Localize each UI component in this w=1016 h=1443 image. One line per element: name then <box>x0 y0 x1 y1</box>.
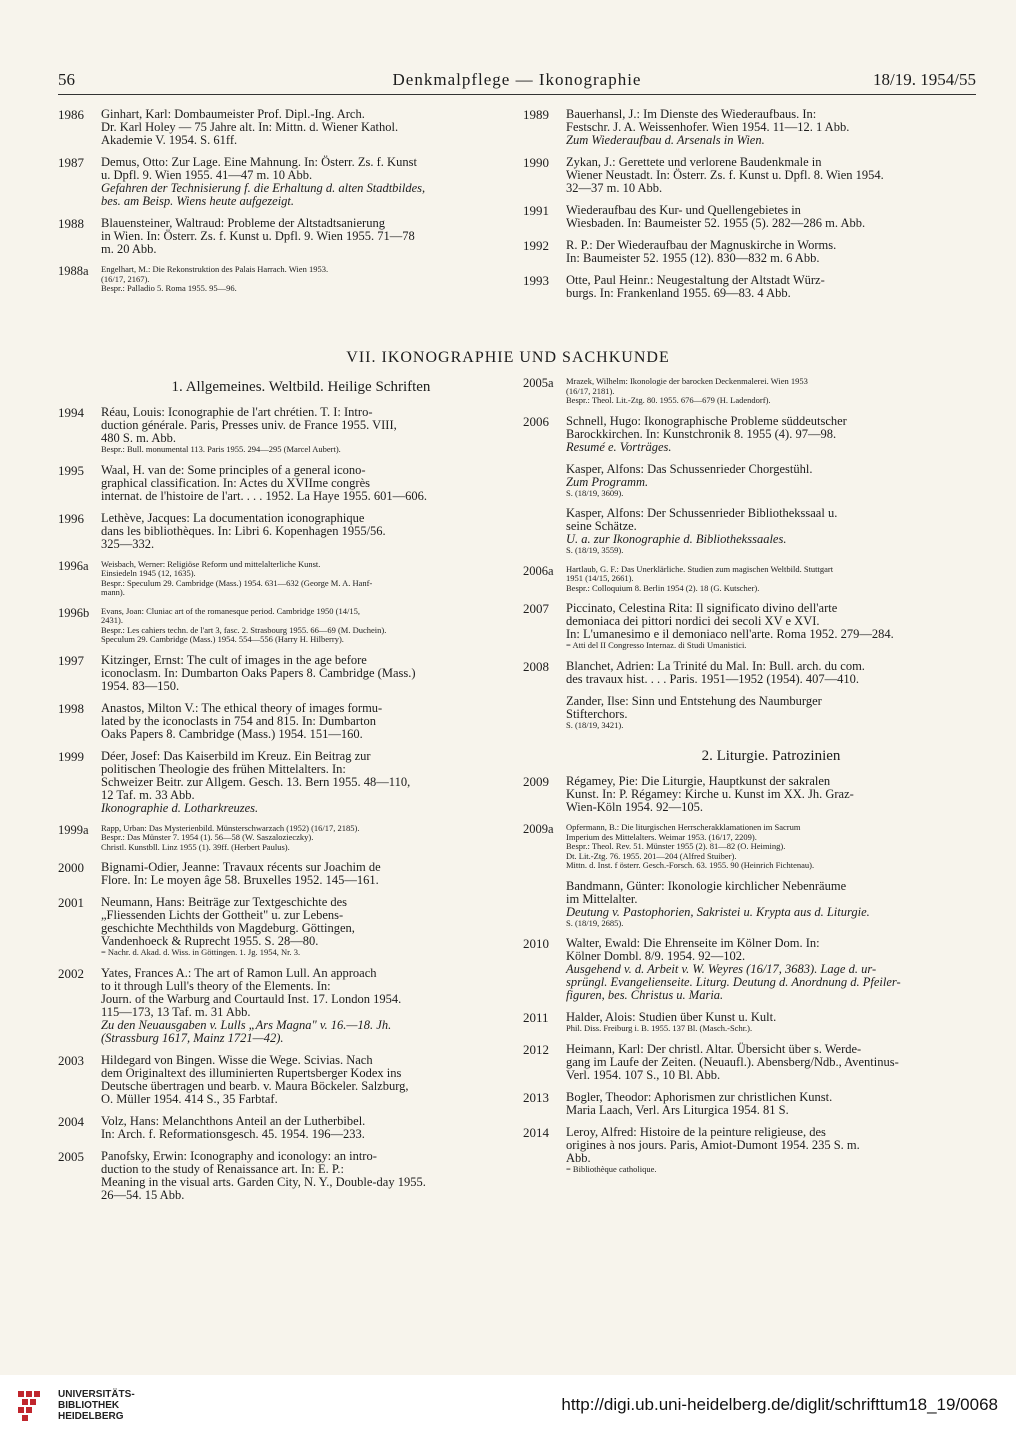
entry-text: Maria Laach, Verl. Ars Liturgica 1954. 81 S. <box>566 1102 789 1117</box>
entry-text: Abb. <box>566 1150 591 1165</box>
entry-text: Akademie V. 1954. S. 61ff. <box>101 133 238 147</box>
entry-number: 2006a <box>523 563 554 578</box>
entry-review: Bespr.: Das Münster 7. 1954 (1). 56—58 (W. Saszalozieczky). <box>101 832 314 842</box>
entry-number: 1990 <box>523 155 549 170</box>
entry-text: Déer, Josef: Das Kaiserbild im Kreuz. Ein Beitrag zur <box>101 748 371 763</box>
bibliography-entry <box>523 1041 976 1082</box>
entry-text: Journ. of the Warburg and Courtauld Inst. 17. London 1954. <box>101 991 402 1006</box>
bibliography-entry <box>523 601 976 651</box>
entry-text: 26—54. 15 Abb. <box>101 1187 185 1202</box>
entry-review: Speculum 29. Cambridge (Mass.) 1954. 554—556 (Harry H. Hilberry). <box>101 634 344 644</box>
entry-number: 1991 <box>523 203 549 218</box>
entry-text: demoniaca dei pittori nordici dei secoli XV e XVI. <box>566 614 820 628</box>
entry-text: Blauensteiner, Waltraud: Probleme der Altstadtsanierung <box>101 216 385 230</box>
entry-text: Leroy, Alfred: Histoire de la peinture religieuse, des <box>566 1124 826 1139</box>
bibliography-entry <box>58 860 501 887</box>
entry-number: 2009a <box>523 822 554 836</box>
entry-text: Kölner Dombl. 8/9. 1954. 92—102. <box>566 949 746 963</box>
entry-text: Volz, Hans: Melanchthons Anteil an der Lutherbibel. <box>101 1113 366 1128</box>
entry-annotation: Ausgehend v. d. Arbeit v. W. Weyres (16/17, 3683). Lage d. ur- <box>566 962 877 976</box>
entry-annotation: Gefahren der Technisierung f. die Erhaltung d. alten Stadtbildes, <box>101 181 426 195</box>
entry-text: Zykan, J.: Gerettete und verlorene Baudenkmale in <box>566 155 822 169</box>
column-right <box>523 376 976 1183</box>
entry-number: 2004 <box>58 1113 84 1129</box>
entry-text: Waal, H. van de: Some principles of a general icono- <box>101 462 366 477</box>
entry-text: im Mittelalter. <box>566 891 638 906</box>
entry-text: 480 S. m. Abb. <box>101 431 177 445</box>
entry-list-right-a <box>523 376 976 730</box>
bibliography-entry <box>523 376 976 406</box>
entry-text: O. Müller 1954. 414 S., 35 Farbtaf. <box>101 1091 278 1106</box>
entry-number: 2000 <box>58 860 84 875</box>
entry-review: = Bibliothèque catholique. <box>566 1163 657 1174</box>
entry-text: in Wien. In: Österr. Zs. f. Kunst u. Dpfl. 9. Wien 1955. 71—78 <box>101 229 415 243</box>
entry-number: 2002 <box>58 965 84 981</box>
entry-text-small: Evans, Joan: Cluniac art of the romanesque period. Cambridge 1950 (14/15, <box>101 605 360 616</box>
entry-text-small: 1951 (14/15, 2661). <box>566 573 634 583</box>
subheading-liturgy: 2. Liturgie. Patrozinien <box>701 748 841 764</box>
entry-text: seine Schätze. <box>566 519 637 533</box>
bibliography-entry <box>523 563 976 594</box>
entry-number: 2009 <box>523 774 549 789</box>
entry-text: Otte, Paul Heinr.: Neugestaltung der Altstadt Würz- <box>566 273 825 287</box>
entry-text: Deutsche übertragen und bearb. v. Maura Böckeler. Salzburg, <box>101 1078 409 1093</box>
entry-text: Bauerhansl, J.: Im Dienste des Wiederaufbaus. In: <box>566 107 817 121</box>
entry-text: Réau, Louis: Iconographie de l'art chrétien. T. I: Intro- <box>101 405 373 419</box>
entry-review: Bespr.: Theol. Lit.-Ztg. 80. 1955. 676—679 (H. Ladendorf). <box>566 395 771 405</box>
entry-annotation: U. a. zur Ikonographie d. Bibliothekssaales. <box>566 532 787 546</box>
entry-text-small: 2431). <box>101 615 123 625</box>
bibliography-entry <box>523 774 976 814</box>
entry-number: 1989 <box>523 107 549 122</box>
entry-annotation: bes. am Beisp. Wiens heute aufgezeigt. <box>101 194 295 208</box>
entry-number: 1996a <box>58 558 89 573</box>
entry-text: m. 20 Abb. <box>101 242 157 256</box>
entry-number: 1988 <box>58 216 84 231</box>
entry-text: Schweizer Beitr. zur Allgem. Gesch. 13. Bern 1955. 48—110, <box>101 774 411 789</box>
entry-text: 32—37 m. 10 Abb. <box>566 181 663 195</box>
entry-number: 2012 <box>523 1041 549 1057</box>
entry-number: 2006 <box>523 413 549 429</box>
entry-annotation: Ikonographie d. Lotharkreuzes. <box>101 800 259 815</box>
bibliography-entry <box>523 238 976 265</box>
entry-review: Bespr.: Colloquium 8. Berlin 1954 (2). 18 (G. Kutscher). <box>566 582 760 593</box>
entry-annotation: (Strassburg 1617, Mainz 1721—42). <box>101 1030 284 1045</box>
entry-text-small: Einsiedeln 1945 (12, 1635). <box>101 568 196 578</box>
entry-review: S. (18/19, 3559). <box>566 545 624 555</box>
entry-text: Heimann, Karl: Der christl. Altar. Übersicht über s. Werde- <box>566 1041 862 1056</box>
entry-review: S. (18/19, 3609). <box>566 487 624 498</box>
entry-review: S. (18/19, 3421). <box>566 719 624 730</box>
source-url[interactable]: http://digi.ub.uni-heidelberg.de/diglit/schrifttum18_19/0068 <box>561 1395 998 1414</box>
running-header <box>58 70 976 92</box>
bibliography-entry <box>523 1089 976 1117</box>
entry-number: 1995 <box>58 462 84 478</box>
bibliography-entry <box>523 1010 976 1034</box>
column-top-left <box>58 107 501 303</box>
entry-text: iconoclasm. In: Dumbarton Oaks Papers 8. Cambridge (Mass.) <box>101 665 416 680</box>
entry-number: 1987 <box>58 155 84 170</box>
entry-text: Piccinato, Celestina Rita: Il significato divino dell'arte <box>566 601 838 615</box>
bibliography-entry <box>523 155 976 195</box>
entry-text: dem Originaltext des illuminierten Rupertsberger Kodex ins <box>101 1065 402 1080</box>
entry-annotation: Zu den Neuausgaben v. Lulls „Ars Magna" v. 16.—18. Jh. <box>101 1017 392 1032</box>
bibliography-entry <box>566 880 976 929</box>
entry-text: Lethève, Jacques: La documentation iconographique <box>101 510 365 525</box>
entry-text: Meaning in the visual arts. Garden City, N. Y., Double-day 1955. <box>101 1174 426 1189</box>
entry-text: Bandmann, Günter: Ikonologie kirchlicher Nebenräume <box>566 878 847 893</box>
entry-text: geschichte Mechthilds von Magdeburg. Göttingen, <box>101 921 355 935</box>
entry-number: 2003 <box>58 1052 84 1068</box>
entry-text: Kasper, Alfons: Der Schussenrieder Bibliothekssaal u. <box>566 506 838 520</box>
bibliography-entry <box>523 107 976 147</box>
entry-text: Bogler, Theodor: Aphorismen zur christlichen Kunst. <box>566 1089 833 1104</box>
entry-text: 1954. 83—150. <box>101 678 180 693</box>
bibliography-entry <box>58 652 501 693</box>
entry-number: 1993 <box>523 273 549 288</box>
entry-text: Régamey, Pie: Die Liturgie, Hauptkunst der sakralen <box>566 774 831 788</box>
entry-text: Kunst. In: P. Régamey: Kirche u. Kunst im XX. Jh. Graz- <box>566 787 854 801</box>
bibliography-entry <box>58 107 501 147</box>
bibliography-entry <box>58 155 501 208</box>
entry-text: 325—332. <box>101 536 155 551</box>
entry-text: Anastos, Milton V.: The ethical theory of images formu- <box>101 700 383 715</box>
entry-text: des travaux hist. . . . Paris. 1951—1952 (1954). 407—410. <box>566 671 860 686</box>
entry-text: Wiener Neustadt. In: Österr. Zs. f. Kunst u. Dpfl. 8. Wien 1954. <box>566 168 884 182</box>
entry-text-small: Opfermann, B.: Die liturgischen Herrscherakklamationen im Sacrum <box>566 822 801 832</box>
issue-number: 18/19. 1954/55 <box>873 70 976 89</box>
entry-review: Bespr.: Speculum 29. Cambridge (Mass.) 1954. 631—632 (George M. A. Hanf- <box>101 577 373 588</box>
bibliography-entry <box>566 507 976 556</box>
entry-text: burgs. In: Frankenland 1955. 69—83. 4 Abb. <box>566 286 791 300</box>
bibliography-entry <box>58 1113 501 1141</box>
entry-number: 1997 <box>58 652 84 668</box>
entry-review: Dt. Lit.-Ztg. 76. 1955. 201—204 (Alfred Stuiber). <box>566 850 737 861</box>
library-logo-icon <box>14 1387 50 1423</box>
column-left <box>58 379 501 1211</box>
entry-number: 2011 <box>523 1010 549 1025</box>
bibliography-entry <box>58 1148 501 1202</box>
entry-review: = Atti del II Congresso Internaz. di Studi Umanistici. <box>566 640 747 650</box>
bibliography-entry <box>58 965 501 1045</box>
entry-annotation: Resumé e. Vorträges. <box>566 439 672 454</box>
entry-review: mann). <box>101 587 125 597</box>
entry-text: Yates, Frances A.: The art of Ramon Lull. An approach <box>101 965 377 980</box>
entry-review: S. (18/19, 2685). <box>566 917 624 928</box>
entry-number: 2001 <box>58 895 84 910</box>
entry-text-small: Imperium des Mittelalters. Weimar 1953. (16/17, 2209). <box>566 831 757 842</box>
bibliography-entry <box>58 405 501 455</box>
header-divider <box>58 94 976 95</box>
page-title: Denkmalpflege — Ikonographie <box>392 70 642 89</box>
entry-number: 1992 <box>523 238 549 253</box>
bibliography-entry <box>523 203 976 230</box>
entry-text: In: L'umanesimo e il demoniaco nell'arte. Roma 1952. 279—284. <box>566 627 894 641</box>
entry-text: Festschr. J. A. Weissenhofer. Wien 1954. 11—12. 1 Abb. <box>566 120 850 134</box>
entry-text: lated by the iconoclasts in 754 and 815. In: Dumbarton <box>101 713 376 728</box>
bibliography-entry <box>523 273 976 300</box>
entry-number: 1988a <box>58 264 89 278</box>
bibliography-entry <box>523 1124 976 1175</box>
entry-text: Kasper, Alfons: Das Schussenrieder Chorgestühl. <box>566 461 813 476</box>
entry-list-right-b <box>523 774 976 1174</box>
entry-review: Bespr.: Les cahiers techn. de l'art 3, fasc. 2. Strasbourg 1955. 66—69 (M. Duchein). <box>101 624 387 635</box>
entry-text: 12 Taf. m. 33 Abb. <box>101 787 195 802</box>
entry-text: Verl. 1954. 107 S., 10 Bl. Abb. <box>566 1067 721 1082</box>
entry-number: 1996 <box>58 510 84 526</box>
entry-text: u. Dpfl. 9. Wien 1955. 41—47 m. 10 Abb. <box>101 168 313 182</box>
entry-text: 115—173, 13 Taf. m. 31 Abb. <box>101 1004 251 1019</box>
entry-number: 2007 <box>523 601 549 616</box>
entry-text: Ginhart, Karl: Dombaumeister Prof. Dipl.-Ing. Arch. <box>101 107 365 121</box>
entry-review: Bespr.: Palladio 5. Roma 1955. 95—96. <box>101 283 237 293</box>
entry-text: politischen Theologie des frühen Mittelalters. In: <box>101 761 346 776</box>
entry-text: Neumann, Hans: Beiträge zur Textgeschichte des <box>101 895 348 909</box>
entry-text-small: Weisbach, Werner: Religiöse Reform und mittelalterliche Kunst. <box>101 558 321 569</box>
entry-text: Kitzinger, Ernst: The cult of images in the age before <box>101 652 367 667</box>
entry-review: = Nachr. d. Akad. d. Wiss. in Göttingen. 1. Jg. 1954, Nr. 3. <box>101 947 301 957</box>
entry-text: internat. de l'histoire de l'art. . . . 1952. La Haye 1955. 601—606. <box>101 488 427 503</box>
entry-text: Blanchet, Adrien: La Trinité du Mal. In: Bull. arch. du com. <box>566 658 865 673</box>
entry-review: Mittn. d. Inst. f österr. Gesch.-Forsch. 63. 1955. 90 (Heinrich Fichtenau). <box>566 860 815 870</box>
entry-text-small: Rapp, Urban: Das Mysterienbild. Münsterschwarzach (1952) (16/17, 2185). <box>101 822 360 833</box>
bibliography-entry <box>58 264 501 294</box>
bibliography-entry <box>566 695 976 731</box>
entry-text: to it through Lull's theory of the Elements. In: <box>101 978 331 993</box>
entry-text: Dr. Karl Holey — 75 Jahre alt. In: Mittn. d. Wiener Kathol. <box>101 120 399 134</box>
library-name: UNIVERSITÄTS- BIBLIOTHEK HEIDELBERG <box>58 1389 135 1422</box>
entry-number: 1996b <box>58 605 90 620</box>
entry-annotation: figuren, bes. Christus u. Maria. <box>566 988 724 1002</box>
bibliography-entry <box>58 462 501 503</box>
bibliography-entry <box>523 413 976 454</box>
bibliography-entry <box>58 895 501 958</box>
entry-text: duction to the study of Renaissance art. In: E. P.: <box>101 1161 345 1176</box>
entry-text: R. P.: Der Wiederaufbau der Magnuskirche in Worms. <box>566 238 837 252</box>
entry-number: 1998 <box>58 700 84 716</box>
bibliography-entry <box>523 822 976 871</box>
bibliography-entry <box>566 463 976 499</box>
bibliography-entry <box>58 822 501 853</box>
entry-text: Bignami-Odier, Jeanne: Travaux récents sur Joachim de <box>101 860 381 874</box>
bibliography-entry <box>58 605 501 645</box>
bibliography-entry <box>58 216 501 256</box>
bibliography-entry <box>58 510 501 551</box>
entry-number: 1986 <box>58 107 84 122</box>
bibliography-entry <box>523 936 976 1002</box>
entry-text: Vandenhoeck & Ruprecht 1955. S. 28—80. <box>101 934 319 948</box>
entry-text: Halder, Alois: Studien über Kunst u. Kult. <box>566 1010 777 1024</box>
entry-text: Barockkirchen. In: Kunstchronik 8. 1955 (4). 97—98. <box>566 426 837 441</box>
entry-text: In: Arch. f. Reformationsgesch. 45. 1954. 196—233. <box>101 1126 365 1141</box>
entry-annotation: Zum Wiederaufbau d. Arsenals in Wien. <box>566 133 765 147</box>
entry-text-small: Mrazek, Wilhelm: Ikonologie der barocken Deckenmalerei. Wien 1953 <box>566 376 808 386</box>
entry-text: Hildegard von Bingen. Wisse die Wege. Scivias. Nach <box>101 1052 373 1067</box>
entry-text: Walter, Ewald: Die Ehrenseite im Kölner Dom. In: <box>566 936 820 950</box>
entry-number: 2014 <box>523 1124 549 1140</box>
entry-text: Zander, Ilse: Sinn und Entstehung des Naumburger <box>566 693 822 708</box>
bibliography-entry <box>523 658 976 686</box>
entry-number: 2008 <box>523 658 549 674</box>
entry-text-small: Engelhart, M.: Die Rekonstruktion des Palais Harrach. Wien 1953. <box>101 264 329 274</box>
entry-text-small: (16/17, 2167). <box>101 273 150 284</box>
entry-text: origines à nos jours. Paris, Amiot-Dumont 1954. 235 S. m. <box>566 1137 860 1152</box>
entry-number: 2005 <box>58 1148 84 1164</box>
entry-list-left <box>58 405 501 1202</box>
entry-annotation: Zum Programm. <box>566 474 649 489</box>
entry-text: In: Baumeister 52. 1955 (12). 830—832 m. 6 Abb. <box>566 251 820 265</box>
entry-number: 2013 <box>523 1089 549 1105</box>
section-heading: VII. IKONOGRAPHIE UND SACHKUNDE <box>346 349 670 366</box>
bibliography-entry <box>58 748 501 815</box>
bibliography-entry <box>58 700 501 741</box>
entry-text: dans les bibliothèques. In: Libri 6. Kopenhagen 1955/56. <box>101 523 386 538</box>
entry-annotation: Deutung v. Pastophorien, Sakristei u. Krypta aus d. Liturgie. <box>566 904 870 919</box>
entry-text: „Fliessenden Lichts der Gottheit" u. zur Lebens- <box>101 908 344 922</box>
entry-text: Schnell, Hugo: Ikonographische Probleme süddeutscher <box>566 413 847 428</box>
entry-text: Wiederaufbau des Kur- und Quellengebietes in <box>566 203 801 217</box>
entry-text: Wiesbaden. In: Baumeister 52. 1955 (5). 282—286 m. Abb. <box>566 216 866 230</box>
entry-text-small: (16/17, 2181). <box>566 385 615 396</box>
entry-text: Flore. In: Le moyen âge 58. Bruxelles 1952. 145—161. <box>101 873 379 887</box>
entry-review: Bespr.: Bull. monumental 113. Paris 1955. 294—295 (Marcel Aubert). <box>101 444 341 454</box>
entry-text: Demus, Otto: Zur Lage. Eine Mahnung. In: Österr. Zs. f. Kunst <box>101 155 417 169</box>
entry-text: Stifterchors. <box>566 706 628 721</box>
page-number: 56 <box>58 70 75 89</box>
entry-number: 1999a <box>58 822 89 837</box>
entry-text: Panofsky, Erwin: Iconography and iconology: an intro- <box>101 1148 377 1163</box>
entry-review: Bespr.: Theol. Rev. 51. Münster 1955 (2). 81—82 (O. Heiming). <box>566 841 786 851</box>
entry-text: Oaks Papers 8. Cambridge (Mass.) 1954. 151—160. <box>101 726 363 741</box>
entry-number: 1999 <box>58 748 84 764</box>
entry-text: duction générale. Paris, Presses univ. de France 1955. VIII, <box>101 418 397 432</box>
subheading-general: 1. Allgemeines. Weltbild. Heilige Schriften <box>171 379 431 395</box>
bibliography-entry <box>58 558 501 598</box>
entry-number: 2010 <box>523 936 549 951</box>
entry-text: Wien-Köln 1954. 92—105. <box>566 800 703 814</box>
entry-text: graphical classification. In: Actes du XVIIme congrès <box>101 475 371 490</box>
entry-text-small: Hartlaub, G. F.: Das Unerklärliche. Studien zum magischen Weltbild. Stuttgart <box>566 563 834 574</box>
entry-annotation: sprüngl. Evangelienseite. Liturg. Deutung d. Anordnung d. Pfeiler- <box>566 975 901 989</box>
entry-number: 1994 <box>58 405 84 420</box>
entry-review: Phil. Diss. Freiburg i. B. 1955. 137 Bl. (Masch.-Schr.). <box>566 1023 753 1033</box>
column-top-right <box>523 107 976 309</box>
bibliography-entry <box>58 1052 501 1106</box>
entry-text: gang im Laufe der Zeiten. (Neuaufl.). Abensberg/Ndb., Aventinus- <box>566 1054 899 1069</box>
footer <box>0 1375 1016 1443</box>
entry-number: 2005a <box>523 376 554 390</box>
entry-review: Christl. Kunstbll. Linz 1955 (1). 39ff. (Herbert Paulus). <box>101 841 290 852</box>
